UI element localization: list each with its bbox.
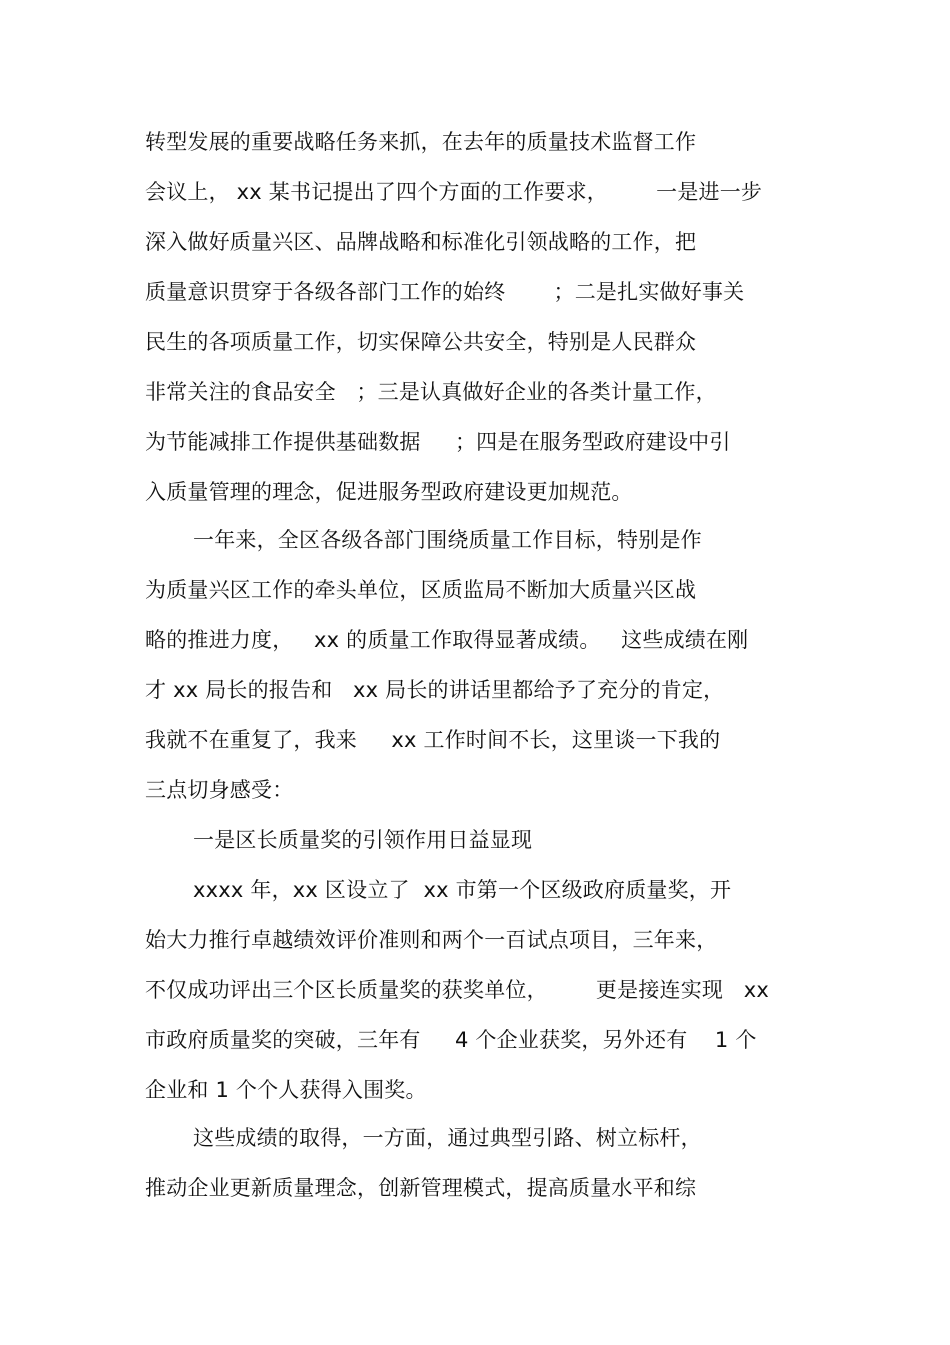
text-line: 不仅成功评出三个区长质量奖的获奖单位， 更是接连实现 xx	[145, 978, 770, 1002]
paragraph-first-line: 这些成绩的取得，一方面，通过典型引路、树立标杆，	[193, 1126, 702, 1150]
text-line: 略的推进力度， xx 的质量工作取得显著成绩。 这些成绩在刚	[145, 628, 749, 652]
text-line: 民生的各项质量工作，切实保障公共安全，特别是人民群众	[145, 330, 697, 354]
paragraph-first-line: 一年来，全区各级各部门围绕质量工作目标，特别是作	[193, 528, 702, 552]
text-line: 始大力推行卓越绩效评价准则和两个一百试点项目，三年来，	[145, 928, 718, 952]
text-line: 非常关注的食品安全 ；三是认真做好企业的各类计量工作，	[145, 380, 717, 404]
text-line: 转型发展的重要战略任务来抓，在去年的质量技术监督工作	[145, 130, 697, 154]
text-line: 才 xx 局长的报告和 xx 局长的讲话里都给予了充分的肯定，	[145, 678, 725, 702]
paragraph-first-line: xxxx 年，xx 区设立了 xx 市第一个区级政府质量奖，开	[193, 878, 732, 902]
text-line: 深入做好质量兴区、品牌战略和标准化引领战略的工作，把	[145, 230, 697, 254]
text-line: 入质量管理的理念，促进服务型政府建设更加规范。	[145, 480, 633, 504]
section-heading: 一是区长质量奖的引领作用日益显现	[193, 828, 533, 852]
text-line: 企业和 1 个个人获得入围奖。	[145, 1078, 427, 1102]
text-line: 三点切身感受：	[145, 778, 294, 802]
text-line: 为节能减排工作提供基础数据 ；四是在服务型政府建设中引	[145, 430, 731, 454]
text-line: 我就不在重复了，我来 xx 工作时间不长，这里谈一下我的	[145, 728, 721, 752]
text-line: 推动企业更新质量理念，创新管理模式，提高质量水平和综	[145, 1176, 697, 1200]
text-line: 会议上， xx 某书记提出了四个方面的工作要求， 一是进一步	[145, 180, 763, 204]
text-line: 质量意识贯穿于各级各部门工作的始终 ；二是扎实做好事关	[145, 280, 745, 304]
text-line: 为质量兴区工作的牵头单位，区质监局不断加大质量兴区战	[145, 578, 697, 602]
text-line: 市政府质量奖的突破，三年有 4 个企业获奖，另外还有 1 个	[145, 1028, 757, 1052]
